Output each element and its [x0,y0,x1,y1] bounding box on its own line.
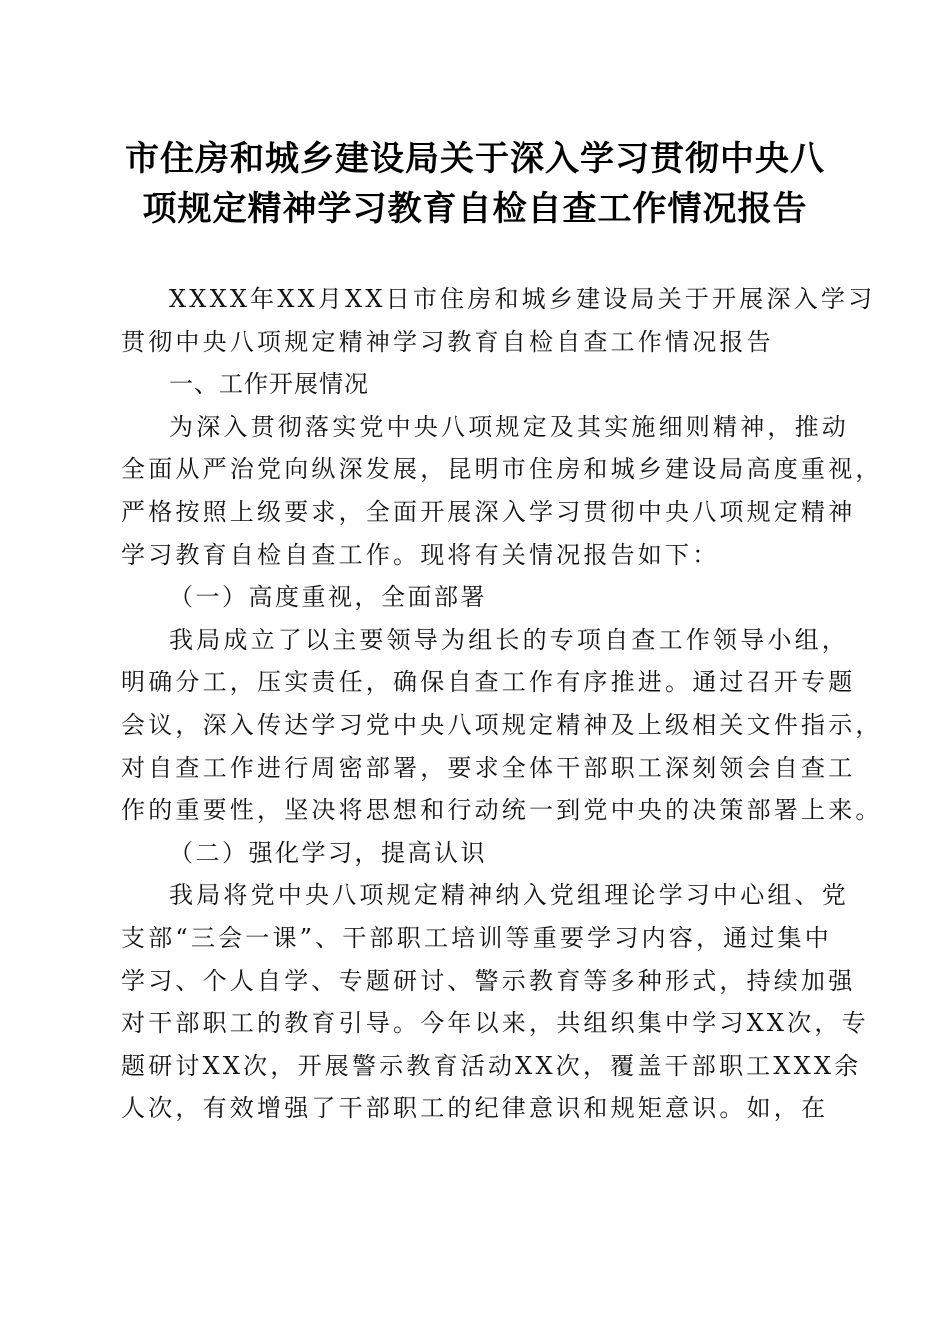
subsection-heading: （一）高度重视，全面部署 [169,583,487,612]
intro-line: 贯彻中央八项规定精神学习教育自检自查工作情况报告 [121,327,774,356]
paragraph-line: 人次，有效增强了干部职工的纪律意识和规矩意识。如，在 [121,1094,829,1123]
paragraph-line: 对干部职工的教育引导。今年以来，共组织集中学习XX次，专 [121,1009,869,1038]
title-line-1: 市住房和城乡建设局关于深入学习贯彻中央八 [125,139,825,179]
subsection2-paragraph [121,874,869,1130]
paragraph-line: 学习、个人自学、专题研讨、警示教育等多种形式，持续加强 [121,966,856,995]
paragraph-line: 会议，深入传达学习党中央八项规定精神及上级相关文件指示， [121,710,883,739]
paragraph-line: 题研讨XX次，开展警示教育活动XX次，覆盖干部职工XXX余 [121,1051,862,1080]
subsection-heading: （二）强化学习，提高认识 [169,838,487,867]
paragraph-line: 为深入贯彻落实党中央八项规定及其实施细则精神，推动 [169,412,849,441]
section1-paragraph [121,406,883,576]
paragraph-line: 我局将党中央八项规定精神纳入党组理论学习中心组、党 [169,881,849,910]
document-title [100,134,850,234]
paragraph-line: 明确分工，压实责任，确保自查工作有序推进。通过召开专题 [121,668,856,697]
paragraph-line: 对自查工作进行周密部署，要求全体干部职工深刻领会自查工 [121,753,856,782]
paragraph-line: 作的重要性，坚决将思想和行动统一到党中央的决策部署上来。 [121,796,883,825]
paragraph-line: 全面从严治党向纵深发展，昆明市住房和城乡建设局高度重视， [121,455,883,484]
intro-paragraph [121,278,876,363]
subsection1-paragraph [121,619,883,832]
paragraph-line: 学习教育自检自查工作。现将有关情况报告如下： [121,540,720,569]
paragraph-line: 严格按照上级要求，全面开展深入学习贯彻中央八项规定精神 [121,497,856,526]
section-heading: 一、工作开展情况 [169,370,369,399]
title-line-2: 项规定精神学习教育自检自查工作情况报告 [142,189,808,229]
paragraph-line: 我局成立了以主要领导为组长的专项自查工作领导小组， [169,625,849,654]
intro-line: XXXX年XX月XX日市住房和城乡建设局关于开展深入学习 [169,285,876,313]
paragraph-line: 支部“三会一课”、干部职工培训等重要学习内容，通过集中 [121,923,832,952]
document-body [121,278,883,1130]
